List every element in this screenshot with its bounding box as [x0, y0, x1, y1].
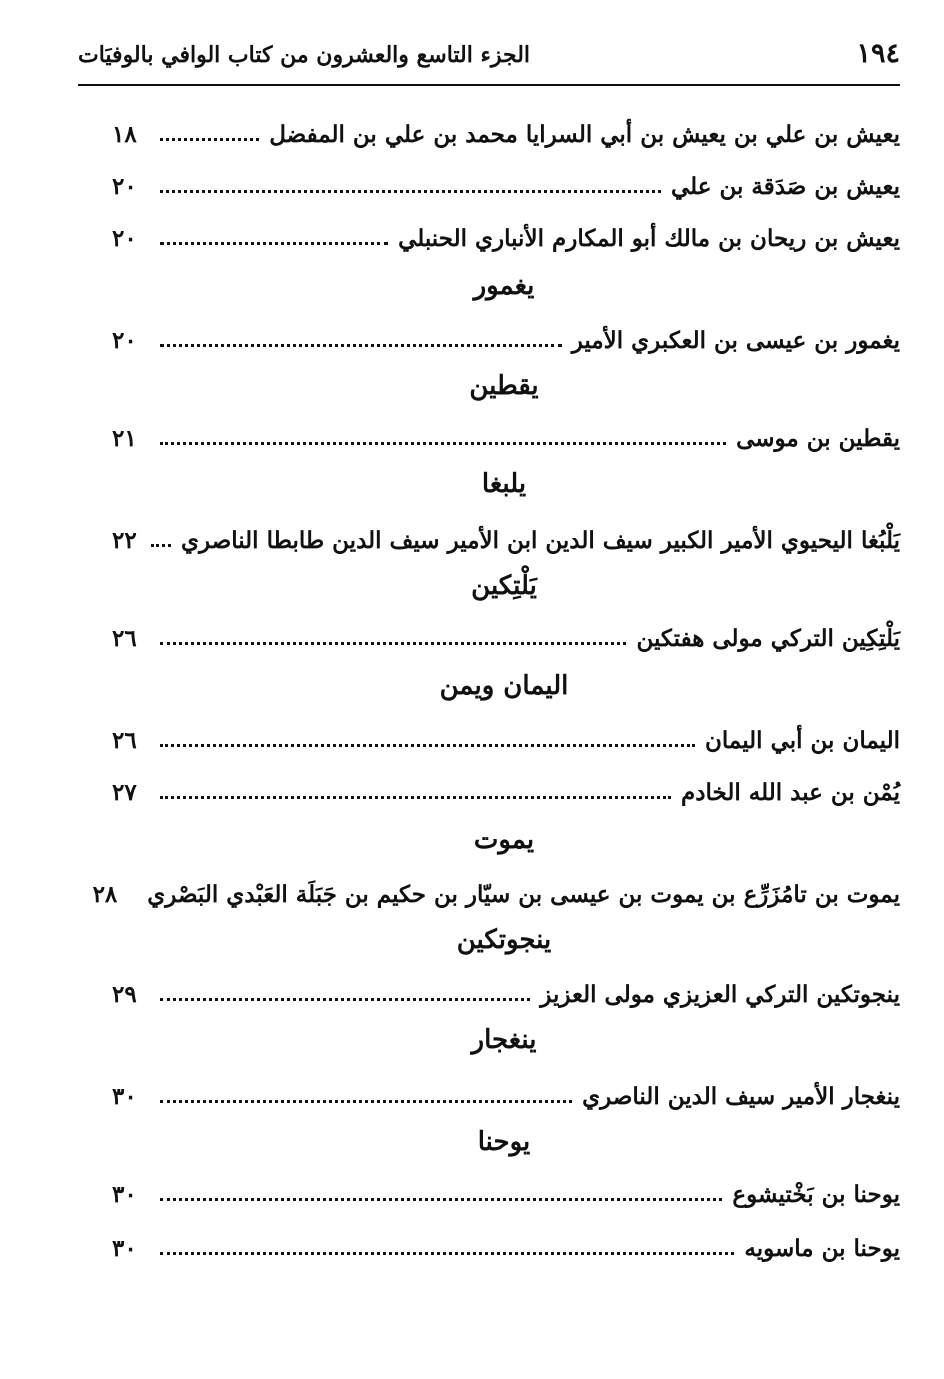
dot-leader	[160, 744, 695, 747]
dot-leader	[160, 1100, 572, 1103]
entry-name: يغمور بن عيسى بن العكبري الأمير	[571, 327, 900, 354]
dot-leader	[160, 138, 259, 141]
dot-leader	[151, 544, 171, 547]
section-heading: يموت	[473, 825, 535, 855]
index-entry	[108, 970, 900, 1010]
index-entry	[108, 1224, 900, 1264]
entry-page-number: ٢٠	[112, 327, 137, 354]
entry-name: يعيش بن ريحان بن مالك أبو المكارم الأنباري الحنبلي	[398, 225, 900, 252]
page-header	[78, 34, 900, 86]
entry-page-number: ٣٠	[112, 1083, 137, 1110]
entry-page-number: ٢٠	[112, 225, 137, 252]
entry-name: يَلْبُغا اليحيوي الأمير الكبير سيف الدين ابن الأمير سيف الدين طابطا الناصري	[181, 527, 900, 554]
index-entry	[108, 1170, 900, 1210]
running-title: الجزء التاسع والعشرون من كتاب الوافي بالوفيَات	[78, 42, 531, 68]
dot-leader	[160, 998, 530, 1001]
entry-name: يعيش بن علي بن يعيش بن أبي السرايا محمد بن علي بن المفضل	[269, 121, 900, 148]
entry-page-number: ٢١	[112, 425, 137, 452]
entry-page-number: ٢٨	[92, 881, 118, 908]
entry-name: يوحنا بن بَخْتيشوع	[732, 1181, 900, 1208]
index-entry	[108, 614, 900, 654]
entry-name: يقطين بن موسى	[736, 425, 900, 452]
dot-leader	[160, 190, 661, 193]
index-entry	[108, 516, 900, 556]
index-entry	[108, 414, 900, 454]
entry-page-number: ٢٦	[112, 625, 137, 652]
dot-leader	[160, 1198, 722, 1201]
entry-name: ينجوتكين التركي العزيزي مولى العزيز	[540, 981, 900, 1008]
entry-name: يُمْن بن عبد الله الخادم	[681, 779, 900, 806]
entry-name: يموت بن تامُزَرِّع بن يموت بن عيسى بن سيّار بن حكيم بن جَبَلَة العَبْدي البَصْري	[147, 881, 900, 908]
entry-page-number: ٢٧	[112, 779, 137, 806]
index-entry	[108, 214, 900, 254]
dot-leader	[160, 442, 726, 445]
index-entry	[108, 1072, 900, 1112]
index-entry	[108, 716, 900, 756]
entry-page-number: ٣٠	[112, 1235, 137, 1262]
entry-name: يعيش بن صَدَقة بن علي	[670, 173, 900, 200]
dot-leader	[160, 242, 388, 245]
index-entry	[108, 768, 900, 808]
entry-name: ينغجار الأمير سيف الدين الناصري	[582, 1083, 900, 1110]
section-heading: يلبغا	[481, 469, 527, 499]
section-heading: اليمان ويمن	[439, 671, 569, 701]
section-heading: يقطين	[469, 371, 539, 401]
entry-page-number: ٢٩	[112, 981, 137, 1008]
entry-page-number: ٣٠	[112, 1181, 137, 1208]
section-heading: يغمور	[473, 271, 535, 301]
index-entry	[108, 110, 900, 150]
dot-leader	[160, 344, 562, 347]
index-entry	[108, 316, 900, 356]
dot-leader	[160, 796, 671, 799]
entry-name: يوحنا بن ماسويه	[744, 1235, 900, 1262]
page-number: ١٩٤	[856, 38, 900, 69]
dot-leader	[160, 642, 626, 645]
entry-name: يَلْتِكِين التركي مولى هفتكين	[636, 625, 900, 652]
entry-name: اليمان بن أبي اليمان	[705, 727, 900, 754]
index-entry	[92, 870, 900, 910]
section-heading: يَلْتِكين	[471, 571, 537, 601]
entry-page-number: ٢٠	[112, 173, 137, 200]
entry-page-number: ٢٢	[112, 527, 137, 554]
section-heading: ينغجار	[471, 1025, 537, 1055]
entry-page-number: ٢٦	[112, 727, 137, 754]
dot-leader	[160, 1252, 734, 1255]
index-entry	[108, 162, 900, 202]
section-heading: يوحنا	[477, 1127, 531, 1157]
entry-page-number: ١٨	[112, 121, 137, 148]
section-heading: ينجوتكين	[456, 925, 552, 955]
